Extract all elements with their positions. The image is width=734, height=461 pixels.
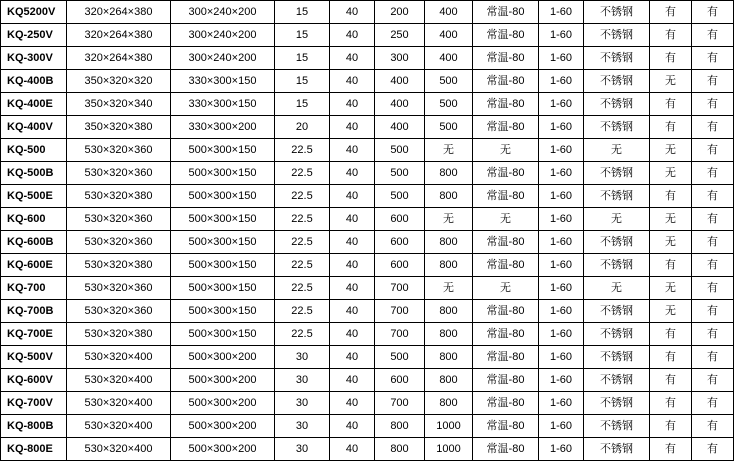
table-cell: 有 [650,415,692,438]
table-cell: 800 [375,438,425,461]
table-cell: 无 [473,139,539,162]
table-cell: 不锈钢 [584,346,650,369]
table-cell: 600 [375,231,425,254]
table-cell: 40 [330,208,375,231]
table-cell: 有 [692,47,734,70]
table-cell: 800 [425,185,473,208]
table-cell: 无 [650,277,692,300]
model-cell: KQ-400E [1,93,67,116]
table-cell: 500×300×200 [171,369,275,392]
table-cell: 有 [692,254,734,277]
table-cell: 常温-80 [473,47,539,70]
table-cell: 不锈钢 [584,185,650,208]
table-cell: 22.5 [275,300,330,323]
table-cell: 530×320×400 [67,415,171,438]
table-row [1,70,734,93]
table-cell: 无 [650,70,692,93]
table-cell: 500×300×150 [171,300,275,323]
table-cell: 1-60 [539,415,584,438]
table-cell: 800 [425,254,473,277]
table-cell: 530×320×360 [67,162,171,185]
table-cell: 500×300×150 [171,208,275,231]
table-cell: 800 [425,323,473,346]
table-cell: 30 [275,346,330,369]
table-body [1,1,734,461]
model-cell: KQ-800E [1,438,67,461]
table-cell: 40 [330,162,375,185]
table-cell: 40 [330,277,375,300]
table-cell: 有 [692,185,734,208]
table-cell: 800 [425,162,473,185]
table-cell: 800 [375,415,425,438]
table-cell: 常温-80 [473,116,539,139]
table-cell: 1-60 [539,208,584,231]
table-cell: 有 [692,24,734,47]
model-cell: KQ-600V [1,369,67,392]
model-cell: KQ-800B [1,415,67,438]
model-cell: KQ-500 [1,139,67,162]
table-cell: 常温-80 [473,93,539,116]
table-cell: 不锈钢 [584,300,650,323]
table-cell: 无 [650,139,692,162]
table-cell: 有 [692,116,734,139]
table-cell: 1-60 [539,392,584,415]
table-cell: 22.5 [275,139,330,162]
table-cell: 有 [650,254,692,277]
table-cell: 有 [692,139,734,162]
table-cell: 500×300×150 [171,277,275,300]
table-cell: 330×300×200 [171,116,275,139]
table-cell: 有 [650,24,692,47]
table-cell: 15 [275,70,330,93]
table-cell: 500 [375,185,425,208]
table-cell: 320×264×380 [67,47,171,70]
table-cell: 有 [692,392,734,415]
table-cell: 500×300×200 [171,392,275,415]
table-row [1,1,734,24]
table-cell: 300×240×200 [171,47,275,70]
table-cell: 有 [650,392,692,415]
table-cell: 有 [692,1,734,24]
table-cell: 30 [275,415,330,438]
table-cell: 500×300×200 [171,415,275,438]
table-cell: 有 [692,346,734,369]
table-cell: 无 [425,139,473,162]
model-cell: KQ-400B [1,70,67,93]
table-cell: 530×320×400 [67,346,171,369]
table-cell: 350×320×340 [67,93,171,116]
table-cell: 1-60 [539,300,584,323]
table-cell: 有 [692,93,734,116]
table-cell: 常温-80 [473,369,539,392]
model-cell: KQ-700B [1,300,67,323]
table-cell: 1-60 [539,139,584,162]
table-cell: 有 [650,346,692,369]
table-cell: 40 [330,346,375,369]
table-cell: 530×320×360 [67,231,171,254]
table-cell: 15 [275,24,330,47]
table-cell: 常温-80 [473,1,539,24]
table-row [1,185,734,208]
table-cell: 500 [375,162,425,185]
table-cell: 有 [692,277,734,300]
table-cell: 22.5 [275,208,330,231]
table-cell: 1000 [425,415,473,438]
table-cell: 500×300×200 [171,346,275,369]
table-cell: 1-60 [539,47,584,70]
table-cell: 不锈钢 [584,254,650,277]
table-cell: 600 [375,369,425,392]
table-cell: 有 [692,208,734,231]
table-cell: 700 [375,300,425,323]
table-cell: 20 [275,116,330,139]
model-cell: KQ-300V [1,47,67,70]
table-cell: 500 [425,116,473,139]
table-cell: 有 [650,185,692,208]
table-row [1,346,734,369]
table-cell: 500×300×150 [171,231,275,254]
table-cell: 500 [375,346,425,369]
table-cell: 有 [650,438,692,461]
table-row [1,116,734,139]
table-row [1,369,734,392]
table-cell: 30 [275,392,330,415]
table-cell: 400 [375,93,425,116]
table-cell: 不锈钢 [584,162,650,185]
table-cell: 常温-80 [473,438,539,461]
table-cell: 800 [425,392,473,415]
table-cell: 常温-80 [473,300,539,323]
table-cell: 不锈钢 [584,24,650,47]
table-cell: 40 [330,438,375,461]
table-cell: 常温-80 [473,415,539,438]
table-cell: 1-60 [539,70,584,93]
table-row [1,47,734,70]
table-cell: 250 [375,24,425,47]
table-cell: 500×300×150 [171,162,275,185]
table-row [1,438,734,461]
table-cell: 1-60 [539,346,584,369]
table-cell: 300×240×200 [171,1,275,24]
table-cell: 不锈钢 [584,438,650,461]
table-cell: 40 [330,392,375,415]
model-cell: KQ-600 [1,208,67,231]
table-cell: 有 [692,323,734,346]
table-cell: 有 [650,116,692,139]
table-cell: 常温-80 [473,70,539,93]
table-row [1,415,734,438]
table-cell: 1-60 [539,369,584,392]
table-cell: 40 [330,185,375,208]
table-cell: 不锈钢 [584,323,650,346]
table-cell: 1-60 [539,24,584,47]
table-cell: 无 [650,231,692,254]
table-row [1,392,734,415]
table-cell: 530×320×360 [67,208,171,231]
table-row [1,24,734,47]
table-cell: 无 [425,208,473,231]
table-cell: 不锈钢 [584,93,650,116]
table-cell: 500×300×150 [171,323,275,346]
table-cell: 300×240×200 [171,24,275,47]
table-cell: 1-60 [539,277,584,300]
table-cell: 700 [375,323,425,346]
table-cell: 40 [330,323,375,346]
table-cell: 1000 [425,438,473,461]
table-cell: 常温-80 [473,162,539,185]
table-cell: 600 [375,208,425,231]
table-cell: 40 [330,300,375,323]
table-cell: 400 [375,116,425,139]
table-cell: 500 [425,93,473,116]
table-cell: 500×300×200 [171,438,275,461]
table-cell: 1-60 [539,323,584,346]
table-row [1,277,734,300]
table-cell: 不锈钢 [584,47,650,70]
table-cell: 不锈钢 [584,231,650,254]
table-cell: 常温-80 [473,185,539,208]
table-cell: 320×264×380 [67,1,171,24]
table-cell: 400 [425,1,473,24]
table-cell: 400 [425,24,473,47]
table-cell: 300 [375,47,425,70]
table-cell: 320×264×380 [67,24,171,47]
table-row [1,139,734,162]
table-cell: 常温-80 [473,346,539,369]
table-row [1,231,734,254]
table-cell: 不锈钢 [584,1,650,24]
table-cell: 400 [425,47,473,70]
table-cell: 1-60 [539,1,584,24]
table-cell: 530×320×360 [67,277,171,300]
table-cell: 22.5 [275,323,330,346]
table-row [1,300,734,323]
table-cell: 530×320×400 [67,369,171,392]
table-cell: 有 [650,93,692,116]
table-cell: 不锈钢 [584,415,650,438]
table-cell: 1-60 [539,162,584,185]
model-cell: KQ-600E [1,254,67,277]
table-cell: 40 [330,1,375,24]
model-cell: KQ-700E [1,323,67,346]
table-cell: 500 [425,70,473,93]
table-cell: 700 [375,277,425,300]
model-cell: KQ-400V [1,116,67,139]
table-cell: 无 [650,162,692,185]
table-cell: 40 [330,231,375,254]
table-cell: 530×320×380 [67,254,171,277]
model-cell: KQ-700 [1,277,67,300]
table-cell: 400 [375,70,425,93]
table-cell: 22.5 [275,231,330,254]
table-cell: 15 [275,47,330,70]
model-cell: KQ-250V [1,24,67,47]
table-cell: 200 [375,1,425,24]
table-cell: 15 [275,93,330,116]
table-cell: 800 [425,231,473,254]
table-cell: 有 [692,162,734,185]
table-cell: 40 [330,369,375,392]
model-cell: KQ-500E [1,185,67,208]
table-cell: 有 [692,369,734,392]
table-cell: 不锈钢 [584,116,650,139]
table-cell: 800 [425,346,473,369]
table-cell: 350×320×380 [67,116,171,139]
table-cell: 530×320×400 [67,392,171,415]
table-cell: 530×320×360 [67,139,171,162]
table-cell: 1-60 [539,93,584,116]
table-cell: 常温-80 [473,392,539,415]
table-cell: 1-60 [539,116,584,139]
table-cell: 1-60 [539,231,584,254]
table-cell: 无 [473,208,539,231]
model-cell: KQ-600B [1,231,67,254]
table-cell: 有 [692,300,734,323]
table-cell: 有 [650,369,692,392]
table-cell: 有 [692,415,734,438]
model-cell: KQ-500V [1,346,67,369]
table-cell: 30 [275,369,330,392]
table-cell: 无 [584,208,650,231]
model-cell: KQ-700V [1,392,67,415]
table-cell: 不锈钢 [584,369,650,392]
table-cell: 600 [375,254,425,277]
table-cell: 不锈钢 [584,70,650,93]
table-cell: 无 [584,139,650,162]
table-cell: 40 [330,70,375,93]
table-cell: 800 [425,369,473,392]
table-cell: 40 [330,116,375,139]
table-cell: 530×320×360 [67,300,171,323]
table-cell: 无 [425,277,473,300]
table-cell: 40 [330,415,375,438]
table-cell: 有 [692,231,734,254]
table-cell: 530×320×380 [67,323,171,346]
table-cell: 无 [650,300,692,323]
table-cell: 40 [330,93,375,116]
table-cell: 有 [692,438,734,461]
table-cell: 22.5 [275,277,330,300]
table-cell: 常温-80 [473,254,539,277]
table-cell: 有 [650,323,692,346]
table-cell: 常温-80 [473,231,539,254]
table-cell: 500 [375,139,425,162]
table-cell: 500×300×150 [171,139,275,162]
table-row [1,208,734,231]
table-cell: 常温-80 [473,323,539,346]
table-cell: 22.5 [275,254,330,277]
table-cell: 500×300×150 [171,185,275,208]
table-cell: 700 [375,392,425,415]
table-cell: 无 [473,277,539,300]
table-cell: 有 [650,47,692,70]
table-cell: 40 [330,139,375,162]
table-cell: 30 [275,438,330,461]
model-cell: KQ5200V [1,1,67,24]
table-cell: 1-60 [539,438,584,461]
table-cell: 22.5 [275,162,330,185]
table-cell: 不锈钢 [584,392,650,415]
table-cell: 350×320×320 [67,70,171,93]
table-cell: 有 [650,1,692,24]
table-cell: 常温-80 [473,24,539,47]
table-cell: 15 [275,1,330,24]
table-cell: 800 [425,300,473,323]
table-cell: 500×300×150 [171,254,275,277]
model-cell: KQ-500B [1,162,67,185]
table-row [1,254,734,277]
table-cell: 1-60 [539,254,584,277]
table-cell: 530×320×380 [67,185,171,208]
table-cell: 1-60 [539,185,584,208]
table-cell: 有 [692,70,734,93]
table-cell: 530×320×400 [67,438,171,461]
table-row [1,93,734,116]
table-cell: 无 [650,208,692,231]
table-cell: 40 [330,254,375,277]
table-cell: 40 [330,47,375,70]
table-cell: 40 [330,24,375,47]
table-row [1,162,734,185]
table-cell: 无 [584,277,650,300]
table-cell: 330×300×150 [171,70,275,93]
table-cell: 330×300×150 [171,93,275,116]
table-cell: 22.5 [275,185,330,208]
table-row [1,323,734,346]
